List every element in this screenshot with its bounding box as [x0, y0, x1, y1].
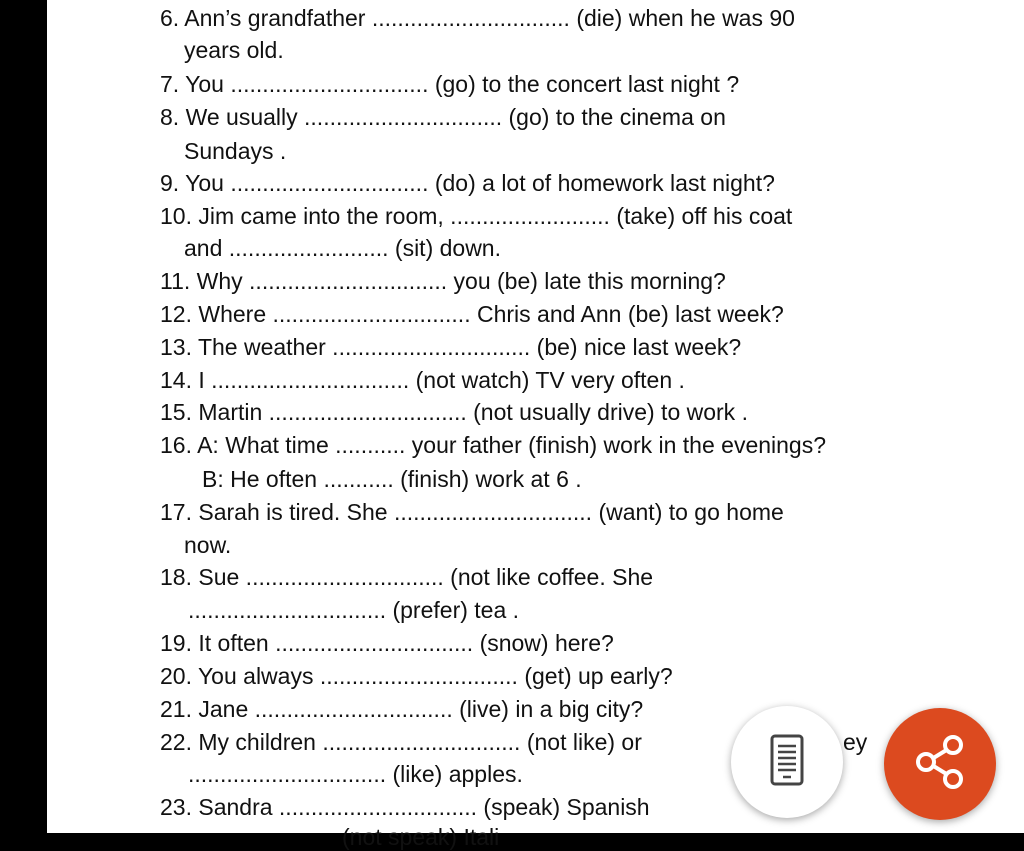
exercise-line-6-cont: years old.: [184, 37, 284, 63]
exercise-line-22-fragment: ey: [843, 729, 868, 755]
exercise-line-8-cont: Sundays .: [184, 138, 287, 164]
exercise-line-17-cont: now.: [184, 532, 232, 558]
exercise-line-11: 11. Why ............................... you (be) late this morning?: [160, 268, 726, 294]
exercise-line-23-cont-fragment: (not speak) Itali: [342, 824, 500, 850]
exercise-line-10-cont: and ......................... (sit) down.: [184, 235, 501, 261]
exercise-line-17: 17. Sarah is tired. She ............................... (want) to go home: [160, 499, 784, 525]
exercise-line-16b: B: He often ........... (finish) work at 6 .: [202, 466, 582, 492]
share-button[interactable]: [884, 708, 996, 820]
exercise-line-10: 10. Jim came into the room, ......................... (take) off his coat: [160, 203, 793, 229]
exercise-line-15: 15. Martin ............................... (not usually drive) to work .: [160, 399, 748, 425]
exercise-line-13: 13. The weather ............................... (be) nice last week?: [160, 334, 742, 360]
exercise-line-18: 18. Sue ............................... (not like coffee. She: [160, 564, 654, 590]
exercise-line-9: 9. You ............................... (do) a lot of homework last night?: [160, 170, 775, 196]
exercise-line-18-cont: ............................... (prefer) tea .: [188, 597, 520, 623]
exercise-line-19: 19. It often ............................... (snow) here?: [160, 630, 614, 656]
exercise-line-20: 20. You always ............................... (get) up early?: [160, 663, 673, 689]
exercise-line-6: 6. Ann’s grandfather ............................... (die) when he was 90: [160, 5, 795, 31]
document-view-button[interactable]: [731, 706, 843, 818]
worksheet-page: [47, 0, 1024, 850]
share-icon: [913, 733, 967, 796]
exercise-line-23: 23. Sandra ............................... (speak) Spanish: [160, 794, 650, 820]
document-icon: [770, 734, 804, 791]
exercise-line-14: 14. I ............................... (not watch) TV very often .: [160, 367, 685, 393]
exercise-line-22: 22. My children ............................... (not like) or: [160, 729, 642, 755]
exercise-line-16a: 16. A: What time ........... your father (finish) work in the evenings?: [160, 432, 827, 458]
exercise-line-8: 8. We usually ............................... (go) to the cinema on: [160, 104, 726, 130]
exercise-line-22-cont: ............................... (like) apples.: [188, 761, 523, 787]
exercise-line-21: 21. Jane ............................... (live) in a big city?: [160, 696, 644, 722]
exercise-line-12: 12. Where ............................... Chris and Ann (be) last week?: [160, 301, 784, 327]
exercise-line-7: 7. You ............................... (go) to the concert last night ?: [160, 71, 740, 97]
